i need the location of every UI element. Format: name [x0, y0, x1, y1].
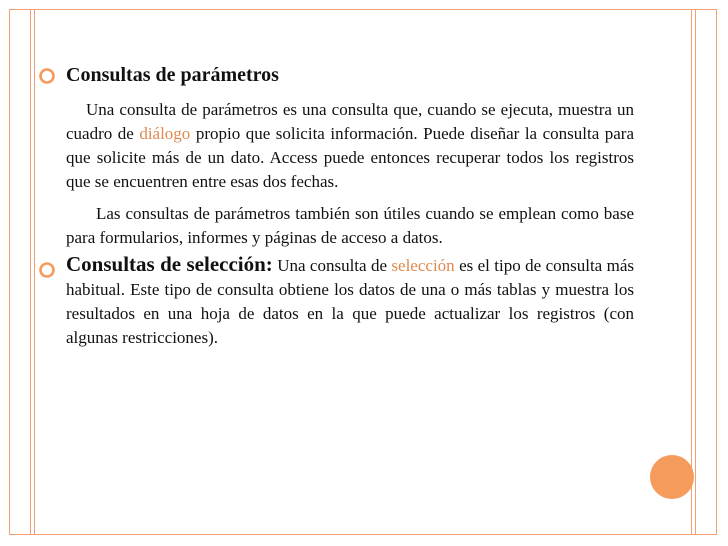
paragraph-text: Una consulta de — [277, 256, 392, 275]
slide-content — [36, 62, 634, 350]
section-heading-parametros: Consultas de parámetros — [66, 64, 279, 86]
link-dialogo[interactable]: diálogo — [139, 124, 191, 143]
section-heading-seleccion: Consultas de selección: — [66, 252, 273, 276]
ring-bullet-icon — [38, 261, 56, 279]
decorative-circle — [650, 455, 694, 499]
frame-line-right-outer — [695, 10, 696, 534]
paragraph-text: propio que solicita información. Puede diseñar la consulta para que solicite más de un dato. Access puede entonces recuperar todos los registros que se encuentren entre esas dos fechas. — [66, 124, 634, 191]
frame-line-left-outer — [30, 10, 31, 534]
paragraph-parametros-1 — [66, 98, 634, 194]
frame-line-left-inner — [34, 10, 35, 534]
paragraph-seleccion — [66, 252, 634, 350]
paragraph-text: es el tipo de consulta más habitual. Este tipo de consulta obtiene los datos de una o más tablas y muestra los resultados en una hoja de datos en la que puede actualizar los registros (con algunas restricciones). — [66, 256, 635, 347]
ring-bullet-icon — [38, 67, 56, 85]
frame-line-right-inner — [691, 10, 692, 534]
bullet-item-parametros — [36, 62, 634, 250]
paragraph-parametros-2: Las consultas de parámetros también son útiles cuando se emplean como base para formularios, informes y páginas de acceso a datos. — [66, 204, 634, 247]
link-seleccion[interactable]: selección — [391, 256, 455, 275]
paragraph-text: Una consulta de parámetros es una consulta que, cuando se ejecuta, muestra un cuadro de — [66, 100, 634, 143]
bullet-item-seleccion — [36, 252, 634, 350]
